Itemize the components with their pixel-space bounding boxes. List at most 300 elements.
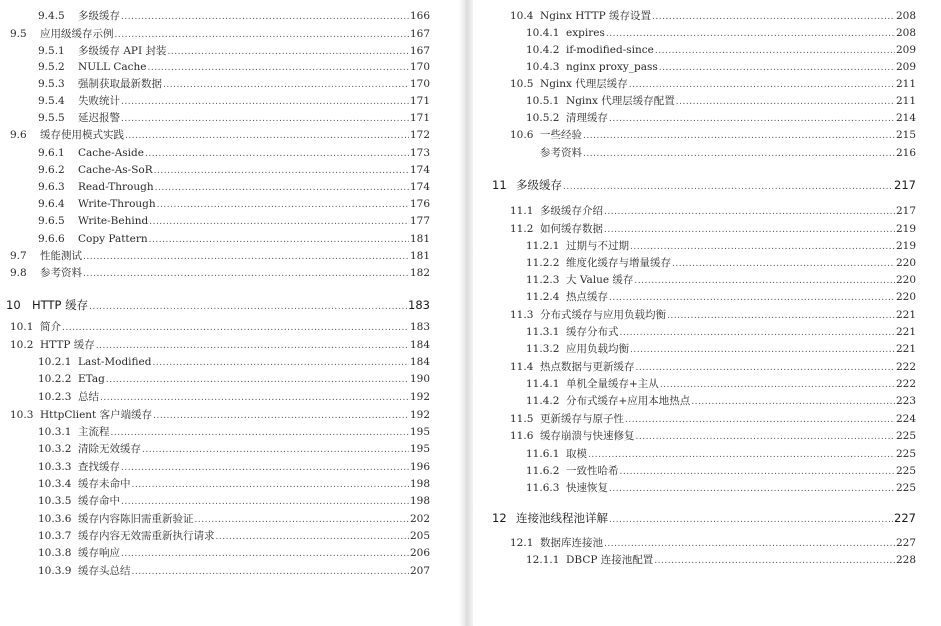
toc-page-number: 206 [409,547,430,559]
toc-page-number: 215 [895,129,916,141]
toc-section-number: 11.1 [510,205,534,217]
toc-page-number: 190 [409,373,430,385]
toc-page-number: 170 [409,61,430,73]
toc-dot-leader [654,555,895,568]
toc-entry[interactable] [38,565,430,579]
toc-section-number: 10.2.3 [38,391,72,403]
toc-page-number: 167 [409,28,430,40]
toc-page-number: 195 [409,443,430,455]
toc-section-title: Nginx 代理层缓存 [540,78,628,90]
toc-entry[interactable] [510,10,916,24]
toc-dot-leader [636,362,895,375]
toc-entry[interactable] [10,28,430,42]
toc-section-title: 缓存命中 [78,495,120,507]
toc-dot-leader [620,327,895,340]
toc-dot-leader [62,322,409,335]
toc-page-number: 209 [895,61,916,73]
toc-section-number: 11.6.2 [526,465,560,477]
toc-entry[interactable] [38,78,430,92]
toc-dot-leader [604,224,895,237]
toc-entry[interactable] [526,482,916,496]
toc-section-title: expires [566,27,605,39]
toc-entry[interactable] [526,44,916,58]
right-page [472,0,941,626]
toc-dot-leader [153,410,409,423]
left-page [0,0,462,626]
toc-page-number: 173 [409,147,430,159]
toc-section-number: 11.2.1 [526,240,560,252]
toc-page-number: 170 [409,78,430,90]
toc-section-number: 10.2.2 [38,373,72,385]
toc-entry[interactable] [510,129,916,143]
toc-page-number: 222 [895,378,916,390]
toc-section-number: 10.5.1 [526,95,560,107]
toc-dot-leader [121,462,409,475]
toc-page-number: 221 [895,326,916,338]
toc-page-number: 223 [895,395,916,407]
toc-section-number: 10.2.1 [38,356,72,368]
toc-entry[interactable] [38,45,430,59]
toc-page-number: 167 [409,45,430,57]
toc-section-title: HttpClient 客户端缓存 [40,409,153,421]
toc-entry[interactable] [510,205,916,219]
toc-entry[interactable] [38,495,430,509]
toc-section-title: 如何缓存数据 [540,223,603,235]
toc-section-number: 11.2.4 [526,291,560,303]
toc-dot-leader [115,29,409,42]
toc-page-number: 221 [895,343,916,355]
toc-page-number: 195 [409,426,430,438]
toc-entry[interactable] [10,321,430,335]
toc-entry[interactable] [510,537,916,551]
toc-dot-leader [149,216,409,229]
toc-chapter-entry[interactable] [6,299,430,314]
toc-entry[interactable] [526,326,916,340]
toc-section-number: 10.4.1 [526,27,560,39]
toc-dot-leader [121,96,409,109]
toc-page-number: 228 [895,554,916,566]
toc-section-number: 10.6 [510,129,534,141]
toc-dot-leader [216,531,409,544]
toc-page-number: 184 [409,356,430,368]
toc-page-number: 220 [895,291,916,303]
toc-page-number: 176 [409,198,430,210]
toc-page-number: 184 [409,339,430,351]
toc-page-number: 192 [409,391,430,403]
toc-entry[interactable] [526,274,916,288]
toc-section-title: 性能测试 [40,250,82,262]
toc-entry[interactable] [510,223,916,237]
toc-section-title: 应用负载均衡 [566,343,629,355]
toc-section-number: 11.3 [510,309,534,321]
toc-entry[interactable] [510,78,916,92]
toc-section-title: 缓存响应 [78,547,120,559]
toc-section-number: 9.6.6 [38,233,65,245]
toc-page-number: 225 [895,482,916,494]
toc-section-number: 11.2.3 [526,274,560,286]
toc-section-number: 10 [6,298,21,312]
toc-dot-leader [606,28,895,41]
toc-section-number: 10.1 [10,321,34,333]
toc-entry[interactable] [38,426,430,440]
toc-page-number: 174 [409,164,430,176]
toc-entry[interactable] [510,430,916,444]
toc-dot-leader [149,234,409,247]
toc-section-number: 11.3.2 [526,343,560,355]
toc-dot-leader [588,449,895,462]
toc-dot-leader [121,113,409,126]
toc-page-number: 220 [895,257,916,269]
toc-entry[interactable] [38,356,430,370]
toc-section-number: 10.3.1 [38,426,72,438]
toc-section-number: 9.6.1 [38,147,65,159]
toc-section-number: 12 [492,511,507,525]
toc-page-number: 183 [409,321,430,333]
toc-chapter-entry[interactable] [492,512,916,527]
toc-section-title: DBCP 连接池配置 [566,554,654,566]
toc-entry[interactable] [510,147,916,161]
toc-section-number: 9.6.5 [38,215,65,227]
toc-dot-leader [620,466,895,479]
toc-section-title: 清除无效缓存 [78,443,141,455]
toc-entry[interactable] [38,513,430,527]
toc-entry[interactable] [10,250,430,264]
toc-page-number: 217 [895,205,916,217]
toc-section-number: 9.7 [10,250,27,262]
toc-section-number: 11.2 [510,223,534,235]
toc-section-number: 11.5 [510,413,534,425]
toc-entry[interactable] [526,27,916,41]
toc-section-title: 多级缓存 API 封装 [78,45,167,57]
toc-chapter-entry[interactable] [492,179,916,194]
toc-section-title: Write-Through [78,198,156,210]
toc-entry[interactable] [10,129,430,143]
toc-section-title: 数据库连接池 [540,537,603,549]
toc-dot-leader [132,566,409,579]
toc-section-number: 9.6.4 [38,198,65,210]
toc-page-number: 202 [409,513,430,525]
toc-section-title: Write-Behind [78,215,149,227]
toc-dot-leader [636,431,895,444]
toc-page-number: 177 [409,215,430,227]
toc-section-number: 10.3.8 [38,547,72,559]
toc-section-number: 10.3.6 [38,513,72,525]
toc-section-title: 参考资料 [540,147,582,159]
toc-dot-leader [132,479,409,492]
toc-section-title: 一些经验 [540,129,582,141]
toc-page-number: 225 [895,465,916,477]
toc-page-number: 172 [409,129,430,141]
toc-section-number: 11.4.2 [526,395,560,407]
toc-entry[interactable] [38,215,430,229]
toc-section-title: 取模 [566,448,587,460]
toc-section-number: 10.3.2 [38,443,72,455]
toc-dot-leader [147,62,408,75]
toc-dot-leader [152,357,408,370]
toc-section-number: 12.1 [510,537,534,549]
toc-section-number: 9.5.1 [38,45,65,57]
toc-dot-leader [629,79,895,92]
toc-section-number: 9.5.3 [38,78,65,90]
toc-section-title: 更新缓存与原子性 [540,413,624,425]
toc-dot-leader [583,130,895,143]
toc-dot-leader [625,414,895,427]
toc-section-title: 参考资料 [40,267,82,279]
toc-section-number: 10.3.9 [38,565,72,577]
toc-dot-leader [563,181,893,194]
toc-section-title: 失败统计 [78,95,120,107]
toc-section-title: 热点缓存 [566,291,608,303]
toc-section-title: 多级缓存介绍 [540,205,603,217]
toc-page-number: 192 [409,409,430,421]
toc-dot-leader [604,206,895,219]
toc-dot-leader [676,96,895,109]
toc-entry[interactable] [38,391,430,405]
toc-entry[interactable] [526,291,916,305]
toc-section-number: 10.3.4 [38,478,72,490]
toc-section-title: Last-Modified [78,356,152,368]
toc-page-number: 166 [409,10,430,22]
toc-section-title: 缓存未命中 [78,478,131,490]
toc-section-number: 12.1.1 [526,554,560,566]
toc-section-number: 11.4.1 [526,378,560,390]
toc-section-title: 大 Value 缓存 [566,274,634,286]
toc-page-number: 207 [409,565,430,577]
toc-dot-leader [121,548,409,561]
toc-section-title: HTTP 缓存 [32,298,89,312]
toc-section-title: 查找缓存 [78,461,120,473]
toc-dot-leader [83,251,409,264]
toc-dot-leader [604,538,895,551]
toc-section-number: 11.6.3 [526,482,560,494]
toc-dot-leader [145,148,409,161]
toc-dot-leader [125,130,409,143]
toc-page-number: 219 [895,223,916,235]
toc-entry[interactable] [38,461,430,475]
toc-section-number: 10.3 [10,409,34,421]
toc-page-number: 198 [409,495,430,507]
toc-page-number: 208 [895,27,916,39]
toc-entry[interactable] [526,448,916,462]
toc-page-number: 181 [409,250,430,262]
toc-entry[interactable] [526,61,916,75]
toc-section-number: 10.4 [510,10,534,22]
toc-entry[interactable] [510,413,916,427]
toc-section-number: 11 [492,178,507,192]
toc-dot-leader [121,496,409,509]
toc-section-title: NULL Cache [78,61,147,73]
toc-entry[interactable] [38,181,430,195]
toc-section-number: 9.5 [10,28,27,40]
toc-entry[interactable] [38,10,430,24]
toc-section-number: 9.8 [10,267,27,279]
toc-section-number: 10.3.3 [38,461,72,473]
toc-section-number: 9.5.5 [38,112,65,124]
toc-page-number: 209 [895,44,916,56]
toc-page-number: 171 [409,112,430,124]
toc-section-title: 延迟报警 [78,112,120,124]
toc-section-title: 主流程 [78,426,110,438]
toc-page-number: 214 [895,112,916,124]
toc-page-number: 222 [895,361,916,373]
book-spine-gutter [459,0,473,626]
toc-entry[interactable] [526,112,916,126]
toc-section-title: 连接池线程池详解 [516,511,608,525]
toc-section-number: 10.5.2 [526,112,560,124]
toc-section-title: Read-Through [78,181,154,193]
toc-section-title: 总结 [78,391,99,403]
toc-page-number: 196 [409,461,430,473]
toc-entry[interactable] [38,478,430,492]
toc-entry[interactable] [526,343,916,357]
toc-entry[interactable] [510,309,916,323]
toc-page-number: 227 [894,511,916,525]
toc-dot-leader [583,148,895,161]
toc-dot-leader [89,301,407,314]
toc-dot-leader [652,11,895,24]
toc-page-number: 224 [895,413,916,425]
toc-entry[interactable] [38,112,430,126]
toc-page-number: 211 [895,95,916,107]
toc-entry[interactable] [38,373,430,387]
toc-dot-leader [667,310,895,323]
toc-entry[interactable] [38,164,430,178]
toc-section-title: 强制获取最新数据 [78,78,162,90]
toc-section-title: if-modified-since [566,44,654,56]
toc-section-title: Nginx HTTP 缓存设置 [540,10,652,22]
toc-dot-leader [609,514,893,527]
toc-entry[interactable] [526,240,916,254]
toc-page-number: 216 [895,147,916,159]
toc-page-number: 220 [895,274,916,286]
toc-page-number: 171 [409,95,430,107]
toc-section-number: 11.3.1 [526,326,560,338]
toc-page-number: 182 [409,267,430,279]
toc-dot-leader [659,62,895,75]
toc-page-number: 211 [895,78,916,90]
toc-page-number: 217 [894,178,916,192]
toc-dot-leader [630,344,895,357]
toc-section-title: 过期与不过期 [566,240,629,252]
toc-section-title: 分布式缓存与应用负载均衡 [540,309,666,321]
toc-entry[interactable] [526,95,916,109]
toc-dot-leader [634,275,895,288]
toc-entry[interactable] [38,95,430,109]
toc-page-number: 205 [409,530,430,542]
toc-page-number: 181 [409,233,430,245]
toc-dot-leader [660,379,895,392]
toc-section-number: 9.4.5 [38,10,65,22]
toc-section-title: 缓存内容陈旧需重新验证 [78,513,194,525]
toc-dot-leader [154,165,409,178]
toc-dot-leader [167,46,408,59]
toc-section-title: 多级缓存 [78,10,120,22]
toc-section-title: ETag [78,373,105,385]
toc-section-number: 10.4.2 [526,44,560,56]
toc-entry[interactable] [526,257,916,271]
toc-page-number: 225 [895,430,916,442]
toc-page-number: 208 [895,10,916,22]
toc-entry[interactable] [526,465,916,479]
toc-section-number: 9.5.2 [38,61,65,73]
toc-entry[interactable] [38,61,430,75]
toc-entry[interactable] [526,395,916,409]
toc-section-title: Cache-As-SoR [78,164,153,176]
toc-entry[interactable] [526,554,916,568]
toc-section-title: 清理缓存 [566,112,608,124]
toc-dot-leader [111,427,409,440]
toc-page-number: 225 [895,448,916,460]
toc-entry[interactable] [38,530,430,544]
toc-entry[interactable] [510,361,916,375]
toc-dot-leader [96,340,409,353]
toc-section-title: 缓存头总结 [78,565,131,577]
toc-section-title: 单机全量缓存+主从 [566,378,659,390]
toc-section-title: 分布式缓存+应用本地热点 [566,395,691,407]
toc-page-number: 198 [409,478,430,490]
toc-section-number: 10.3.5 [38,495,72,507]
toc-section-title: 缓存使用模式实践 [40,129,124,141]
toc-page-number: 221 [895,309,916,321]
toc-dot-leader [609,292,895,305]
toc-section-title: 热点数据与更新缓存 [540,361,635,373]
toc-dot-leader [655,45,895,58]
toc-dot-leader [609,483,895,496]
toc-dot-leader [106,374,409,387]
toc-section-number: 9.6.2 [38,164,65,176]
toc-dot-leader [609,113,895,126]
toc-dot-leader [163,79,409,92]
toc-dot-leader [691,396,895,409]
toc-section-number: 9.5.4 [38,95,65,107]
toc-section-number: 9.6.3 [38,181,65,193]
toc-section-title: 一致性哈希 [566,465,619,477]
toc-entry[interactable] [38,233,430,247]
toc-entry[interactable] [10,339,430,353]
toc-section-number: 10.5 [510,78,534,90]
toc-dot-leader [121,11,409,24]
toc-section-number: 10.2 [10,339,34,351]
toc-dot-leader [157,199,409,212]
toc-entry[interactable] [10,267,430,281]
toc-dot-leader [155,182,409,195]
toc-entry[interactable] [38,147,430,161]
toc-section-title: 应用级缓存示例 [40,28,114,40]
toc-section-title: nginx proxy_pass [566,61,658,73]
toc-section-number: 10.3.7 [38,530,72,542]
toc-section-title: 缓存分布式 [566,326,619,338]
toc-dot-leader [100,392,409,405]
toc-page-number: 183 [408,298,430,312]
toc-section-number: 9.6 [10,129,27,141]
toc-section-title: 多级缓存 [516,178,562,192]
toc-dot-leader [630,241,895,254]
toc-dot-leader [142,444,409,457]
toc-section-title: 缓存崩溃与快速修复 [540,430,635,442]
toc-entry[interactable] [10,409,430,423]
toc-section-title: Copy Pattern [78,233,148,245]
toc-section-number: 11.4 [510,361,534,373]
toc-entry[interactable] [38,547,430,561]
toc-section-number: 11.2.2 [526,257,560,269]
toc-section-title: 缓存内容无效需重新执行请求 [78,530,215,542]
toc-entry[interactable] [526,378,916,392]
toc-page-number: 227 [895,537,916,549]
toc-entry[interactable] [38,443,430,457]
toc-section-title: 简介 [40,321,61,333]
toc-entry[interactable] [38,198,430,212]
toc-section-title: Cache-Aside [78,147,144,159]
